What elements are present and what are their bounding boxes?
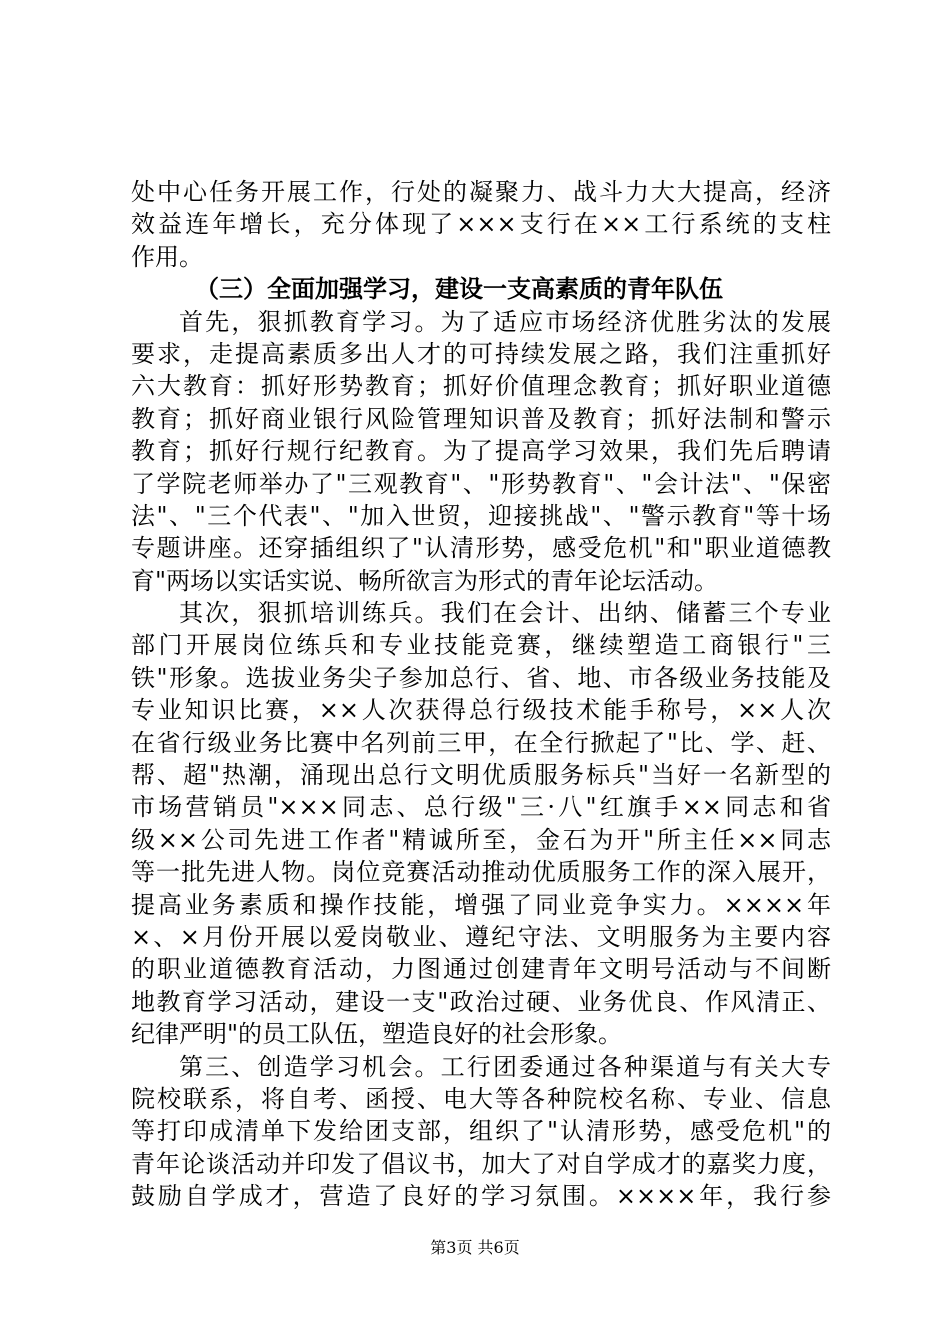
text-line: 处中心任务开展工作，行处的凝聚力、战斗力大大提高，经济 bbox=[131, 178, 831, 206]
section-heading: （三）全面加强学习，建设一支高素质的青年队伍 bbox=[195, 275, 723, 304]
text-line: 作用。 bbox=[131, 242, 203, 271]
text-line: 级××公司先进工作者"精诚所至，金石为开"所主任××同志 bbox=[131, 825, 831, 854]
text-line: 要求，走提高素质多出人才的可持续发展之路，我们注重抓好 bbox=[131, 339, 831, 368]
text-line: 院校联系，将自考、函授、电大等各种院校名称、专业、信息 bbox=[131, 1084, 831, 1113]
text-line: 等一批先进人物。岗位竞赛活动推动优质服务工作的深入展开， bbox=[131, 858, 831, 887]
text-line: 其次，狠抓培训练兵。我们在会计、出纳、储蓄三个专业 bbox=[179, 599, 831, 628]
page-number-footer: 第3页 共6页 bbox=[430, 1238, 520, 1257]
document-body bbox=[131, 176, 831, 1213]
text-line: 青年论谈活动并印发了倡议书，加大了对自学成才的嘉奖力度， bbox=[131, 1149, 831, 1178]
paragraph-2 bbox=[131, 306, 831, 598]
paragraph-1 bbox=[131, 176, 831, 273]
text-line: 教育；抓好行规行纪教育。为了提高学习效果，我们先后聘请 bbox=[131, 437, 831, 466]
text-line: 等打印成清单下发给团支部，组织了"认清形势，感受危机"的 bbox=[131, 1117, 831, 1146]
text-line: 法"、"三个代表"、"加入世贸，迎接挑战"、"警示教育"等十场 bbox=[131, 501, 831, 530]
text-line: 六大教育：抓好形势教育；抓好价值理念教育；抓好职业道德 bbox=[131, 372, 831, 401]
text-line: 纪律严明"的员工队伍，塑造良好的社会形象。 bbox=[131, 1020, 623, 1049]
text-line: 专题讲座。还穿插组织了"认清形势，感受危机"和"职业道德教 bbox=[131, 534, 831, 563]
paragraph-3 bbox=[131, 597, 831, 1050]
text-line: 育"两场以实话实说、畅所欲言为形式的青年论坛活动。 bbox=[131, 566, 719, 595]
text-line: 了学院老师举办了"三观教育"、"形势教育"、"会计法"、"保密 bbox=[131, 469, 831, 498]
text-line: 首先，狠抓教育学习。为了适应市场经济优胜劣汰的发展 bbox=[179, 307, 831, 336]
text-line: 市场营销员"×××同志、总行级"三·八"红旗手××同志和省 bbox=[131, 793, 831, 822]
text-line: ×、×月份开展以爱岗敬业、遵纪守法、文明服务为主要内容 bbox=[131, 922, 831, 951]
text-line: 在省行级业务比赛中名列前三甲，在全行掀起了"比、学、赶、 bbox=[131, 728, 831, 757]
text-line: 铁"形象。选拔业务尖子参加总行、省、地、市各级业务技能及 bbox=[131, 663, 831, 692]
text-line: 的职业道德教育活动，力图通过创建青年文明号活动与不间断 bbox=[131, 955, 831, 984]
text-line: 帮、超"热潮，涌现出总行文明优质服务标兵"当好一名新型的 bbox=[131, 761, 831, 790]
text-line: 地教育学习活动，建设一支"政治过硬、业务优良、作风清正、 bbox=[131, 987, 831, 1016]
text-line: 专业知识比赛，××人次获得总行级技术能手称号，××人次 bbox=[131, 696, 831, 725]
text-line: 提高业务素质和操作技能，增强了同业竞争实力。××××年 bbox=[131, 890, 831, 919]
text-line: 第三、创造学习机会。工行团委通过各种渠道与有关大专 bbox=[179, 1052, 831, 1081]
text-line: 教育；抓好商业银行风险管理知识普及教育；抓好法制和警示 bbox=[131, 404, 831, 433]
text-line: 鼓励自学成才，营造了良好的学习氛围。××××年，我行参 bbox=[131, 1182, 831, 1211]
text-line: 部门开展岗位练兵和专业技能竞赛，继续塑造工商银行"三 bbox=[131, 631, 831, 660]
text-line: 效益连年增长，充分体现了×××支行在××工行系统的支柱 bbox=[131, 210, 831, 239]
paragraph-4 bbox=[131, 1051, 831, 1213]
